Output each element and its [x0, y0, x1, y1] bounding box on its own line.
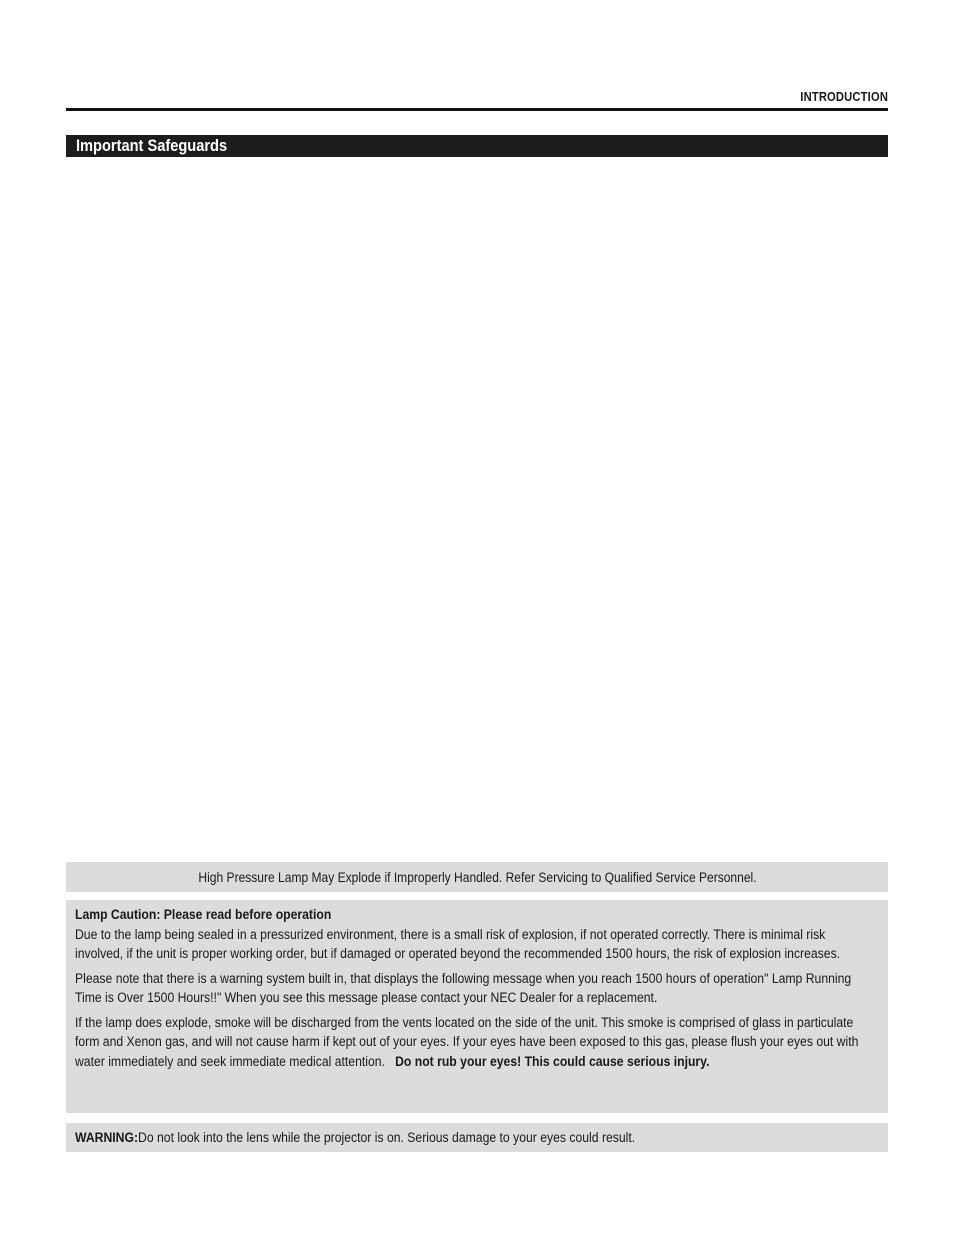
- warning-label: WARNING:: [75, 1130, 139, 1146]
- lamp-caution-heading: Lamp Caution: Please read before operation: [75, 907, 332, 923]
- high-pressure-lamp-notice: [66, 862, 888, 892]
- running-header: INTRODUCTION: [800, 89, 888, 104]
- lamp-caution-box: [66, 900, 888, 1113]
- section-title-bar: [66, 135, 888, 157]
- lens-warning-box: [66, 1123, 888, 1152]
- lamp-caution-paragraph-3-wrap: [75, 1014, 875, 1073]
- lamp-caution-emphasis: Do not rub your eyes! This could cause serious injury.: [395, 1053, 710, 1070]
- lamp-caution-paragraph-2: Please note that there is a warning system built in, that displays the following message when you reach 1500 hours of operation" Lamp Running Time is Over 1500 Hours!!" When you see this message please contact your NEC Dealer for a replacement.: [75, 970, 852, 1006]
- high-pressure-lamp-notice-text: High Pressure Lamp May Explode if Improperly Handled. Refer Servicing to Qualified Service Personnel.: [197, 869, 757, 885]
- section-title: Important Safeguards: [76, 136, 228, 155]
- lamp-caution-paragraph-3: If the lamp does explode, smoke will be discharged from the vents located on the side of the unit. This smoke is comprised of glass in particulate form and Xenon gas, and will not cause harm if kept out of your eyes. If your eyes have been exposed to this gas, please flush your eyes out with water immediately and seek immediate medical attention.: [75, 1014, 859, 1070]
- warning-text: Do not look into the lens while the projector is on. Serious damage to your eyes could result.: [138, 1130, 636, 1146]
- high-pressure-lamp-notice-text-wrap: [66, 869, 888, 885]
- header-rule: [66, 108, 888, 111]
- lamp-caution-content: [75, 906, 875, 1077]
- lamp-caution-paragraph-1: Due to the lamp being sealed in a pressurized environment, there is a small risk of explosion, if not operated correctly. There is minimal risk involved, if the unit is proper working order, but if damaged or operated beyond the recommended 1500 hours, the risk of explosion increases.: [75, 926, 841, 962]
- lens-warning-content: [75, 1130, 875, 1146]
